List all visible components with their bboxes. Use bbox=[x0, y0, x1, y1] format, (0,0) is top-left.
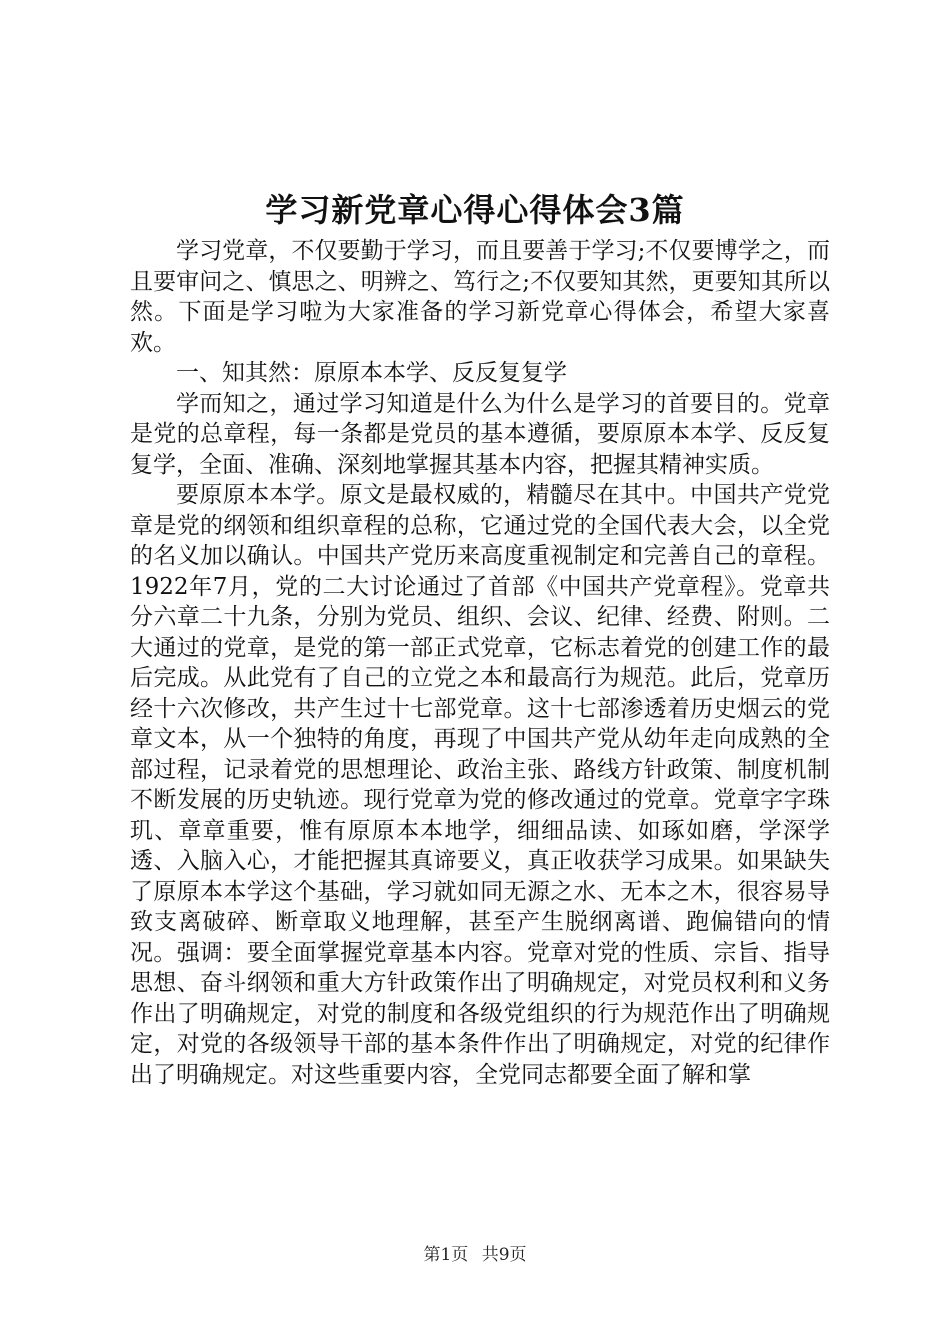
document-title: 学习新党章心得心得体会3篇 bbox=[265, 191, 685, 229]
document-body bbox=[130, 236, 830, 1090]
section-heading-1: 一、知其然：原原本本学、反反复复学 bbox=[176, 360, 567, 386]
paragraph-learning-purpose: 学而知之，通过学习知道是什么为什么是学习的首要目的。党章是党的总章程，每一条都是党员的基本遵循，要原原本本学、反反复复学，全面、准确、深刻地掌握其基本内容，把握其精神实质。 bbox=[130, 390, 830, 478]
paragraph-original-text: 要原原本本学。原文是最权威的，精髓尽在其中。中国共产党党章是党的纲领和组织章程的总称，它通过党的全国代表大会，以全党的名义加以确认。中国共产党历来高度重视制定和完善自己的章程。1922年7月，党的二大讨论通过了首部《中国共产党章程》。党章共分六章二十九条，分别为党员、组织、会议、纪律、经费、附则。二大通过的党章，是党的第一部正式党章，它标志着党的创建工作的最后完成。从此党有了自己的立党之本和最高行为规范。此后，党章历经十六次修改，共产生过十七部党章。这十七部渗透着历史烟云的党章文本，从一个独特的角度，再现了中国共产党从幼年走向成熟的全部过程，记录着党的思想理论、政治主张、路线方针政策、制度机制不断发展的历史轨迹。现行党章为党的修改通过的党章。党章字字珠玑、章章重要，惟有原原本本地学，细细品读、如琢如磨，学深学透、入脑入心，才能把握其真谛要义，真正收获学习成果。如果缺失了原原本本学这个基础，学习就如同无源之水、无本之木，很容易导致支离破碎、断章取义地理解，甚至产生脱纲离谱、跑偏错向的情况。强调：要全面掌握党章基本内容。党章对党的性质、宗旨、指导思想、奋斗纲领和重大方针政策作出了明确规定，对党员权利和义务作出了明确规定，对党的制度和各级党组织的行为规范作出了明确规定，对党的各级领导干部的基本条件作出了明确规定，对党的纪律作出了明确规定。对这些重要内容，全党同志都要全面了解和掌 bbox=[130, 482, 830, 1088]
paragraph-intro: 学习党章，不仅要勤于学习，而且要善于学习;不仅要博学之，而且要审问之、慎思之、明辨之、笃行之;不仅要知其然，更要知其所以然。下面是学习啦为大家准备的学习新党章心得体会，希望大家喜欢。 bbox=[130, 238, 830, 356]
page-number: 第1页 bbox=[423, 1245, 469, 1265]
page-footer bbox=[0, 1244, 950, 1266]
page-total: 共9页 bbox=[481, 1245, 527, 1265]
